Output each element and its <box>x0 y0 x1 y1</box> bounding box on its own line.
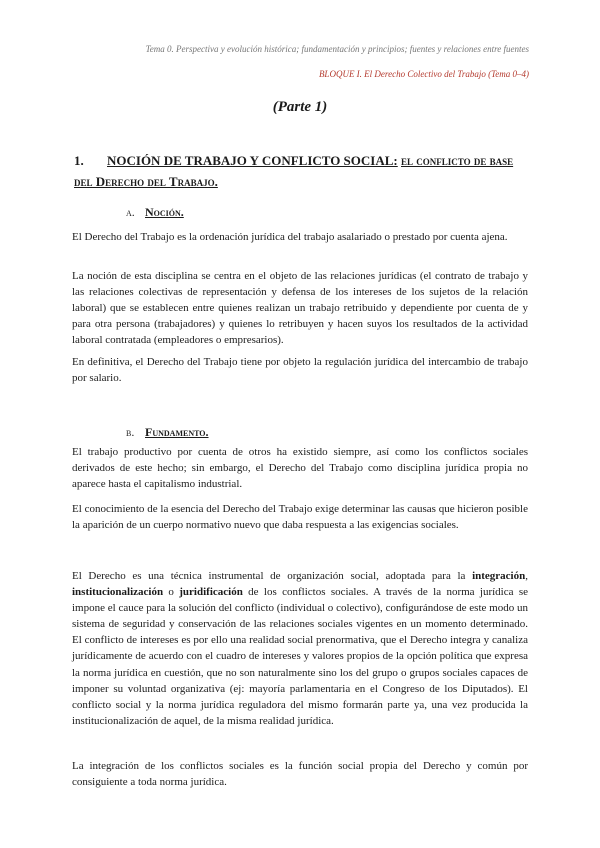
part-title: (Parte 1) <box>272 99 328 115</box>
paragraph: El conocimiento de la esencia del Derecho del Trabajo exige determinar las causas que hicieron posible la aparición de un cuerpo normativo nuevo que daba respuesta a las exigencias sociales. <box>72 503 528 532</box>
text-run: de los conflictos sociales. A través de la norma jurídica se impone el cauce para la solución del conflicto (individual o colectivo), configurándose de este modo un sistema de seguridad y conservación de las relaciones sociales vigentes en un momento determinado. El conflicto de intereses es por ello una realidad social prenormativa, que el Derecho integra y canaliza jurídicamente de acuerdo con el cuadro de intereses y valores propios de la opción política que expresa la norma jurídica en cuestión, que no son naturalmente sino los del grupo o grupos sociales capaces de imponer su voluntad organizativa (ej: mayoría parlamentaria en el Congreso de los Diputados). El conflicto social y la norma jurídica reguladora del mismo formarán parte ya, una vez producida la institucionalización de aquel, de la misma realidad jurídica. <box>72 586 529 727</box>
subsection-title: Noción. <box>145 205 184 219</box>
text-run: o <box>163 586 180 599</box>
section-heading-1 <box>74 150 530 192</box>
emphasis-juridificacion: juridificación <box>179 586 243 599</box>
subsection-letter: b. <box>126 425 135 439</box>
paragraph: El trabajo productivo por cuenta de otros ha existido siempre, así como los conflictos sociales derivados de este hecho; sin embargo, el Derecho del Trabajo como disciplina jurídica propia no aparece hasta el capitalismo industrial. <box>72 446 528 491</box>
subsection-heading-b <box>126 425 209 440</box>
emphasis-institucionalizacion: institucionalización <box>72 586 164 599</box>
section-title-main: NOCIÓN DE TRABAJO Y CONFLICTO SOCIAL: <box>107 153 398 168</box>
subsection-title: Fundamento. <box>145 425 209 439</box>
subsection-letter: a. <box>126 205 135 219</box>
emphasis-integracion: integración <box>472 570 526 582</box>
text-run: , <box>525 570 528 582</box>
running-header-topic: Tema 0. Perspectiva y evolución histórica; fundamentación y principios; fuentes y relaciones entre fuentes <box>145 44 529 54</box>
paragraph-with-emphasis <box>72 568 528 729</box>
subsection-heading-a <box>126 205 184 220</box>
text-run: El Derecho es una técnica instrumental de organización social, adoptada para la <box>72 570 473 582</box>
paragraph: En definitiva, el Derecho del Trabajo tiene por objeto la regulación jurídica del intercambio de trabajo por salario. <box>72 356 528 385</box>
section-title-sub2: del Derecho del Trabajo. <box>74 174 218 189</box>
paragraph: La integración de los conflictos sociales es la función social propia del Derecho y común por consiguiente a toda norma jurídica. <box>72 760 528 789</box>
paragraph: El Derecho del Trabajo es la ordenación jurídica del trabajo asalariado o prestado por cuenta ajena. <box>72 231 508 243</box>
section-title-sub1: el conflicto de base <box>401 153 514 168</box>
section-number: 1. <box>74 153 84 168</box>
running-header-block: BLOQUE I. El Derecho Colectivo del Trabajo (Tema 0–4) <box>318 69 529 79</box>
paragraph: La noción de esta disciplina se centra en el objeto de las relaciones jurídicas (el contrato de trabajo y las relaciones colectivas de representación y defensa de los intereses de los sujetos de la relación laboral) que se establecen entre quienes realizan un trabajo retribuido y dependiente por cuenta de y para otra persona (trabajadores) y quienes lo retribuyen y hacen suyos los resultados de la actividad laboral contratada (empleadores o empresarios). <box>72 270 528 347</box>
